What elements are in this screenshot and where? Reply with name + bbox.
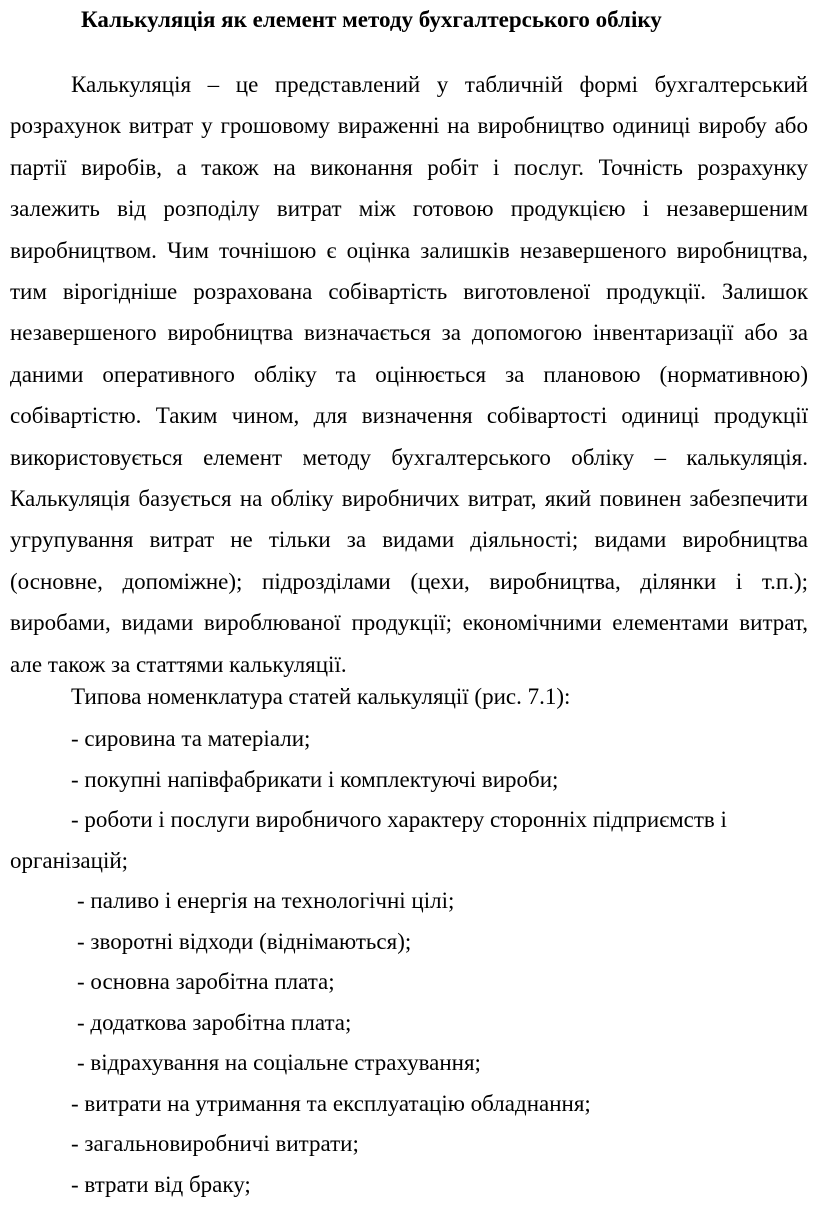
list-item: - покупні напівфабрикати і комплектуючі вироби; — [71, 766, 559, 792]
list-item: - паливо і енергія на технологічні цілі; — [77, 888, 455, 913]
list-item: - витрати на утримання та експлуатацію обладнання; — [71, 1090, 591, 1116]
list-item: - додаткова заробітна плата; — [77, 1009, 352, 1035]
list-item: - зворотні відходи (віднімаються); — [77, 928, 412, 954]
list-item: - сировина та матеріали; — [71, 726, 311, 751]
list-item: - втрати від браку; — [71, 1171, 251, 1197]
document-title: Калькуляція як елемент методу бухгалтерського обліку — [81, 7, 662, 32]
list-intro: Типова номенклатура статей калькуляції (рис. 7.1): — [71, 684, 571, 709]
cost-items-list — [10, 719, 808, 1205]
list-item: - основна заробітна плата; — [77, 969, 335, 994]
body-paragraph: Калькуляція – це представлений у табличній формі бухгалтерський розрахунок витрат у грошовому вираженні на виробництво одиниці виробу або партії виробів, а також на виконання робіт і послуг. Точність розрахунку залежить від розподілу витрат між готовою продукцією і незавершеним виробництвом. Чим точнішою є оцінка залишків незавершеного виробництва, тим вірогідніше розрахована собівартість виготовленої продукції. Залишок незавершеного виробництва визначається за допомогою інвентаризації або за даними оперативного обліку та оцінюється за плановою (нормативною) собівартістю. Таким чином, для визначення собівартості одиниці продукції використовується елемент методу бухгалтерського обліку – калькуляція. Калькуляція базується на обліку виробничих витрат, який повинен забезпечити угрупування витрат не тільки за видами діяльності; видами виробництва (основне, допоміжне); підрозділами (цехи, виробництва, ділянки і т.п.); виробами, видами вироблюваної продукції; економічними елементами витрат, але також за статтями калькуляції. — [10, 72, 808, 677]
list-item: - роботи і послуги виробничого характеру сторонніх підприємств і організацій; — [10, 807, 727, 873]
list-item: - відрахування на соціальне страхування; — [77, 1050, 481, 1075]
list-item: - загальновиробничі витрати; — [71, 1131, 359, 1156]
